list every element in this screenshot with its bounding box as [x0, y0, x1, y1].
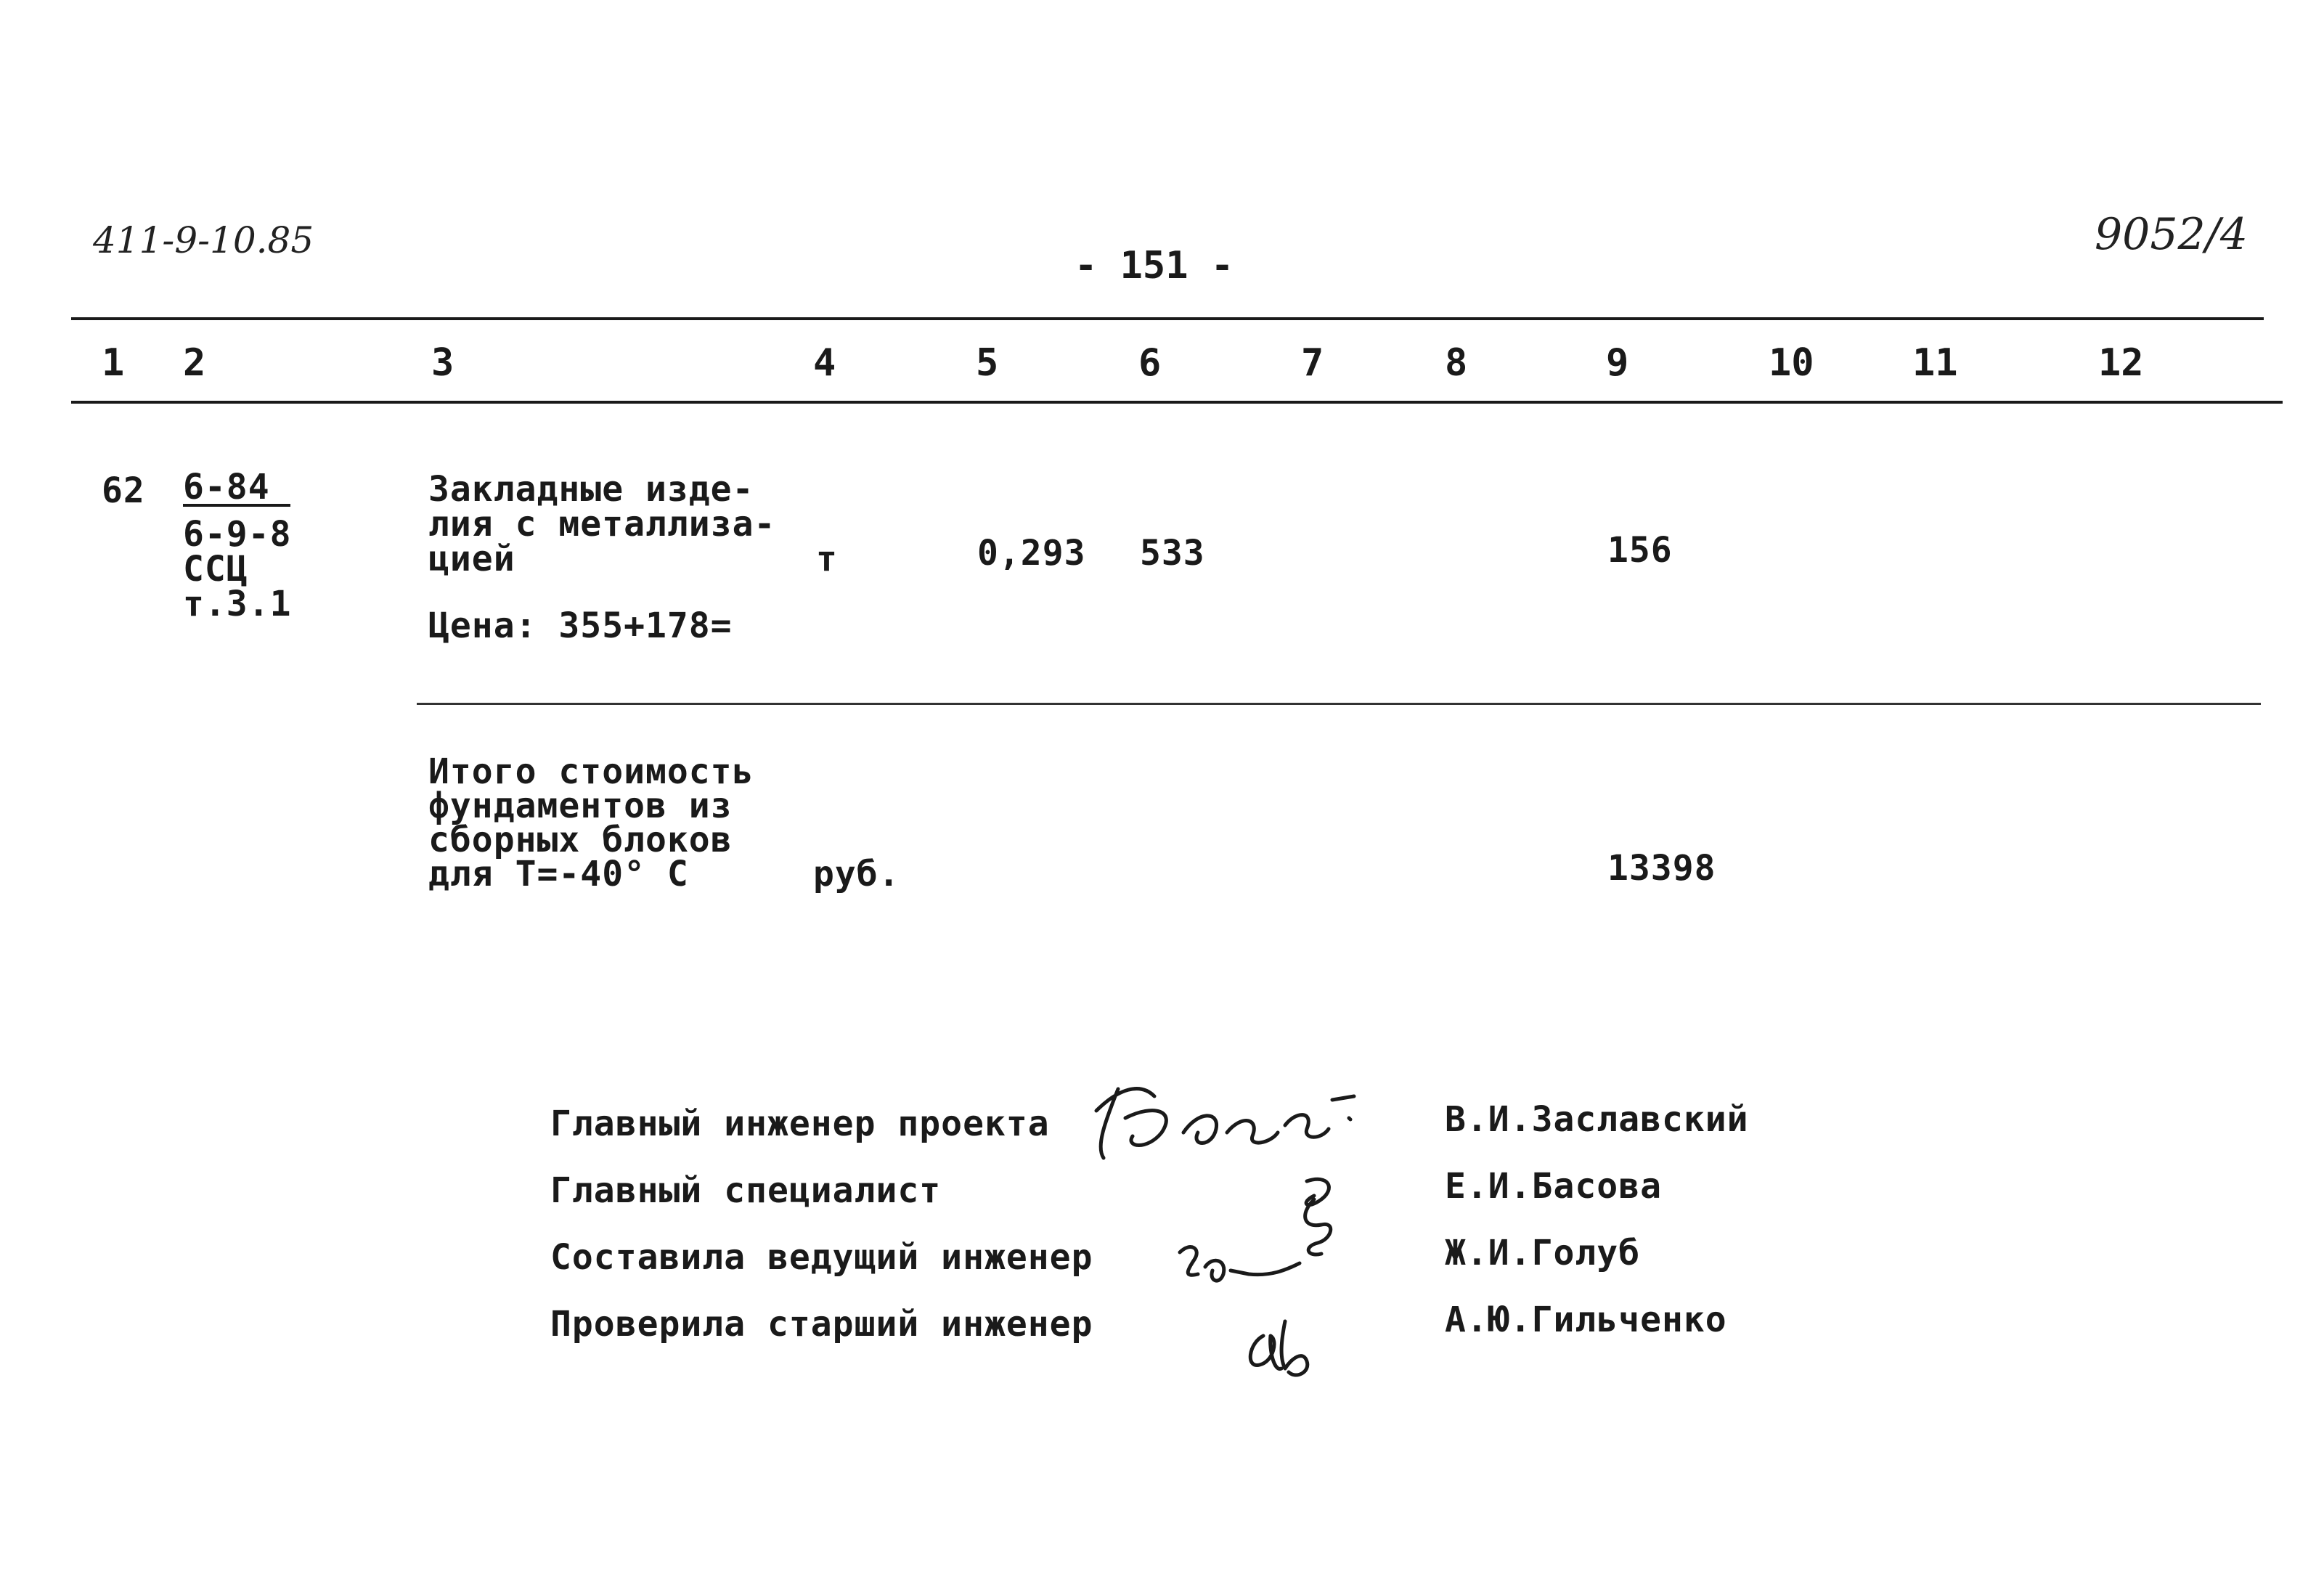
handwritten-signature-3 [1169, 1234, 1314, 1300]
col-header-3: 3 [431, 341, 454, 385]
document-code: 411-9-10.85 [93, 219, 314, 261]
col-header-12: 12 [2098, 341, 2144, 385]
signature-role-2: Главный специалист [550, 1170, 942, 1211]
row-total: 156 [1607, 530, 1673, 571]
summary-unit: руб. [813, 854, 900, 894]
col-header-5: 5 [976, 341, 999, 385]
summary-line-1: Итого стоимость [428, 751, 754, 792]
col-header-8: 8 [1445, 341, 1468, 385]
reference-line-3: т.3.1 [183, 584, 292, 624]
summary-separator [417, 703, 2261, 705]
row-number: 62 [102, 470, 145, 511]
summary-description [428, 751, 754, 894]
col-header-10: 10 [1769, 341, 1814, 385]
reference-line-1: 6-9-8 [183, 514, 292, 555]
signature-names [1445, 1086, 1749, 1353]
price-note: Цена: 355+178= [428, 605, 733, 646]
summary-total: 13398 [1607, 848, 1716, 889]
summary-line-2: фундаментов из [428, 786, 733, 826]
header-bottom-rule [71, 401, 2283, 404]
header-top-rule [71, 317, 2264, 320]
description-line-3: цией [428, 539, 515, 579]
quantity: 0,293 [977, 533, 1086, 574]
archive-number: 9052/4 [2095, 209, 2248, 260]
col-header-9: 9 [1606, 341, 1629, 385]
unit: т [816, 539, 838, 579]
col-header-2: 2 [183, 341, 206, 385]
signature-role-3: Составила ведущий инженер [550, 1237, 1093, 1278]
col-header-11: 11 [1912, 341, 1958, 385]
signature-name-2: Е.И.Басова [1445, 1166, 1662, 1207]
col-header-6: 6 [1138, 341, 1162, 385]
handwritten-signature-1 [1075, 1067, 1365, 1169]
handwritten-signature-4 [1234, 1307, 1336, 1387]
col-header-7: 7 [1301, 341, 1324, 385]
signature-role-4: Проверила старший инженер [550, 1304, 1093, 1345]
reference-line-2: ССЦ [183, 549, 248, 590]
unit-cost: 533 [1140, 533, 1205, 574]
col-header-4: 4 [813, 341, 836, 385]
description-line-2: лия с металлиза- [428, 504, 776, 544]
col-header-1: 1 [102, 341, 125, 385]
signature-roles [550, 1090, 1093, 1358]
item-description [428, 469, 776, 579]
reference-block [183, 514, 292, 624]
signature-name-4: А.Ю.Гильченко [1445, 1300, 1727, 1340]
summary-line-4: для Т=-40° С [428, 854, 689, 894]
signature-name-1: В.И.Заславский [1445, 1099, 1749, 1140]
page-number: - 151 - [1075, 244, 1234, 287]
signature-role-1: Главный инженер проекта [550, 1104, 1050, 1144]
description-line-1: Закладные изде- [428, 469, 754, 510]
signature-name-3: Ж.И.Голуб [1445, 1233, 1641, 1273]
summary-line-3: сборных блоков [428, 820, 733, 860]
reference-top: 6-84 [183, 470, 290, 507]
